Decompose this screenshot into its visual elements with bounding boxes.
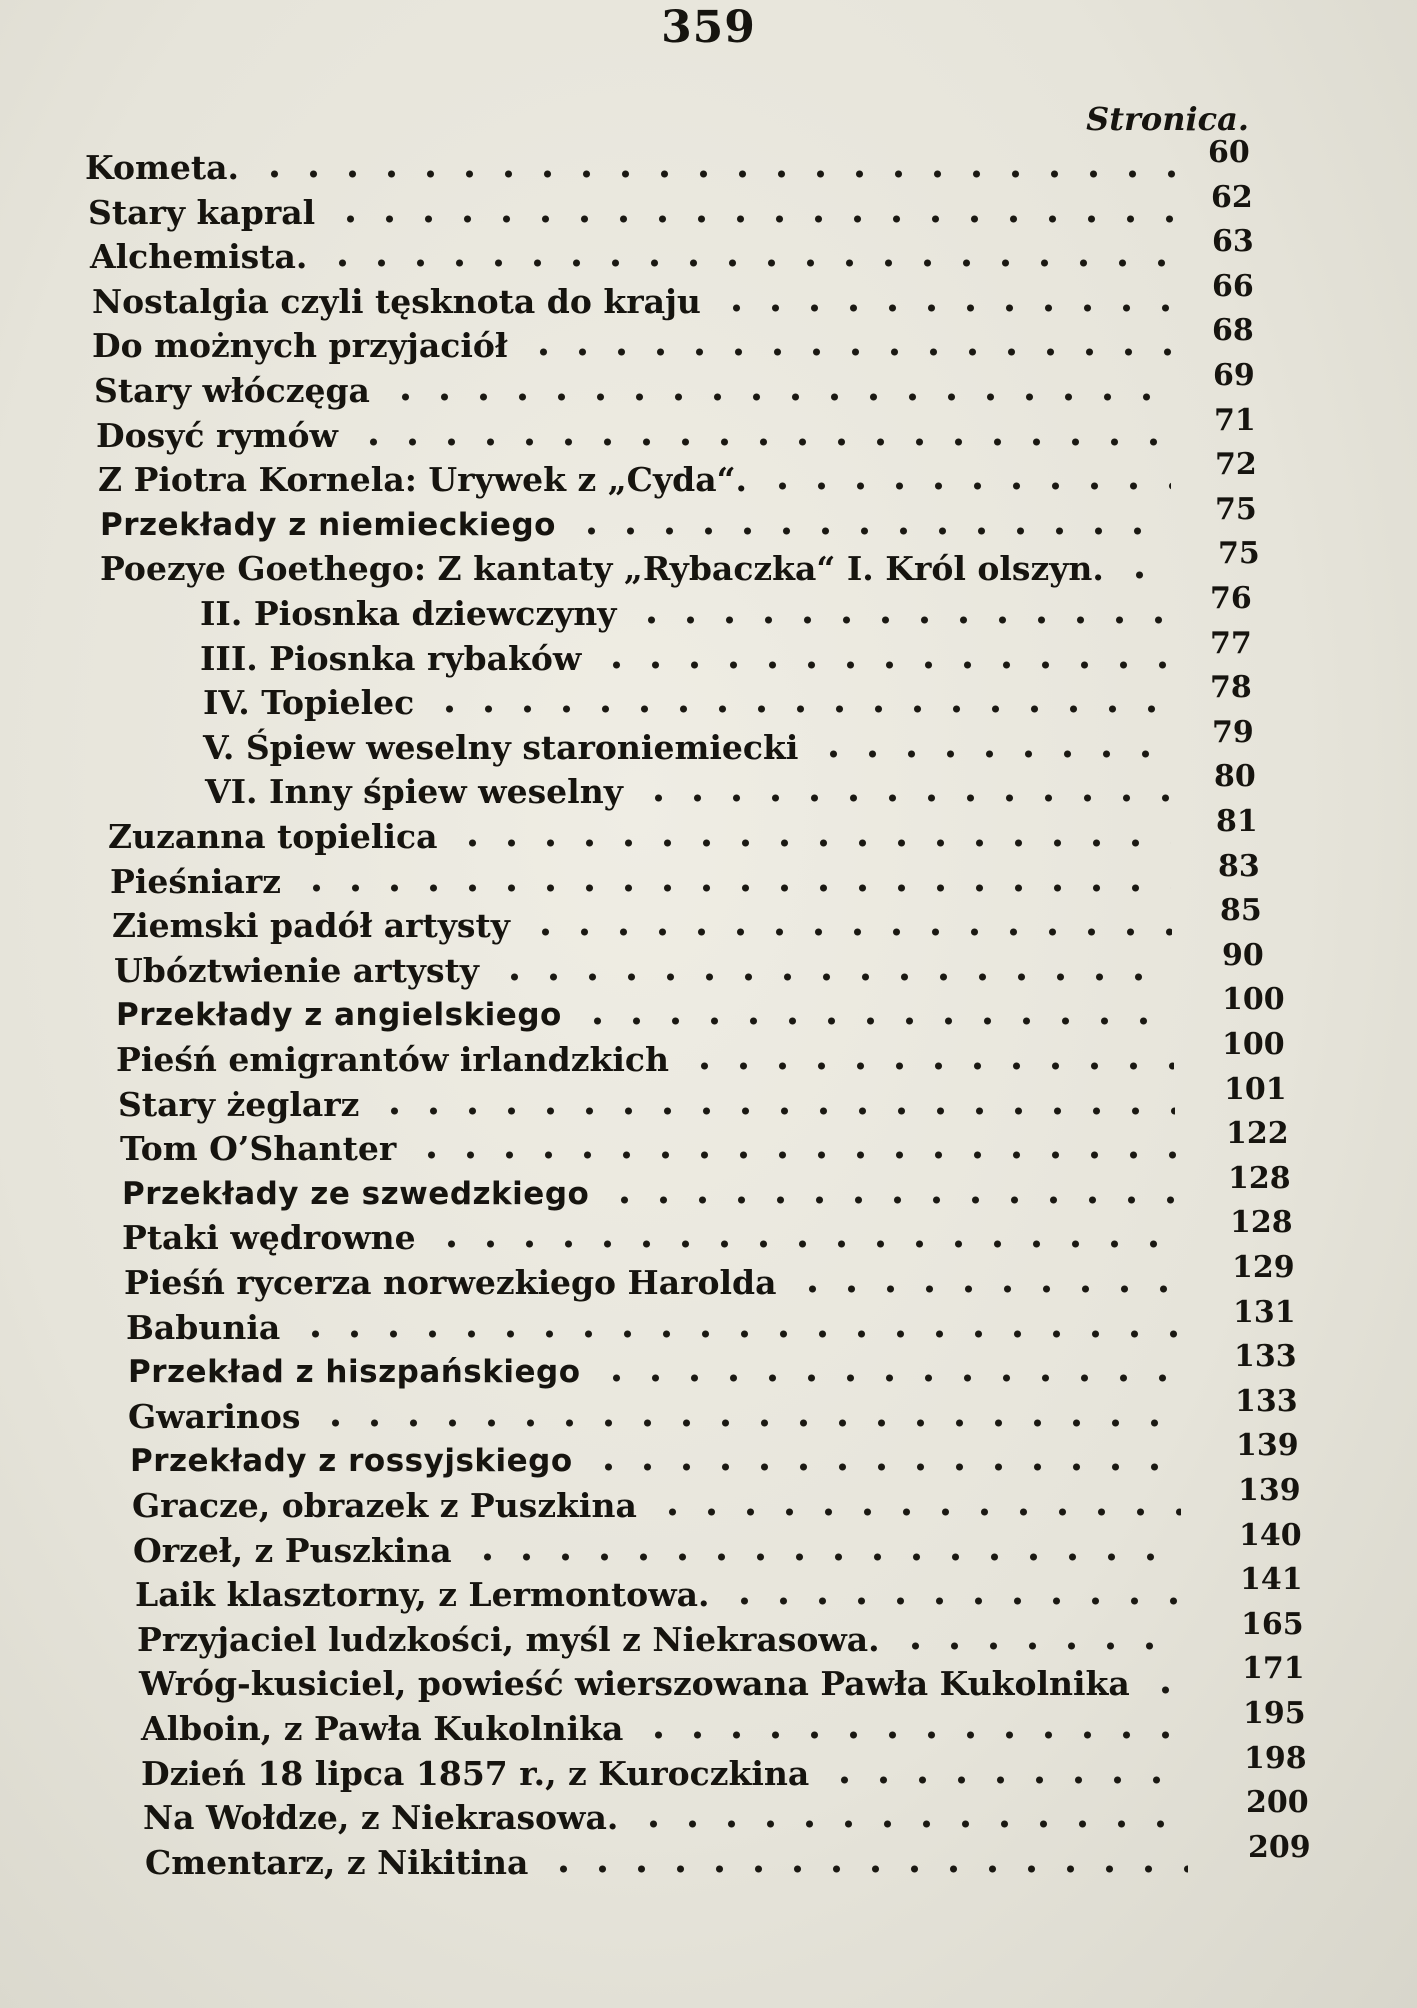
toc-entry-title: Zuzanna topielica bbox=[108, 817, 438, 856]
toc-entry bbox=[116, 1038, 1186, 1082]
toc-page-number: 198 bbox=[1244, 1740, 1307, 1776]
toc-page-number: 78 bbox=[1210, 670, 1252, 706]
dot-leader bbox=[632, 615, 1170, 625]
dot-leader bbox=[316, 1418, 1179, 1428]
toc-entry-title: Na Wołdze, z Niekrasowa. bbox=[143, 1798, 619, 1838]
dot-leader bbox=[526, 927, 1172, 937]
toc-entry-title: Ziemski padół artysty bbox=[112, 906, 510, 946]
dot-leader bbox=[331, 214, 1176, 224]
dot-leader bbox=[639, 1730, 1185, 1740]
toc-entry-title: Przekłady z angielskiego bbox=[116, 997, 562, 1034]
toc-entry-title: Stary kapral bbox=[88, 192, 316, 232]
toc-page-number: 128 bbox=[1230, 1205, 1293, 1241]
toc-page-number: 100 bbox=[1222, 982, 1285, 1018]
toc-entry-title: Dzień 18 lipca 1857 r., z Kuroczkina bbox=[141, 1753, 810, 1793]
toc-entry-title: Pieśniarz bbox=[110, 861, 281, 901]
toc-entry-title: Babunia bbox=[126, 1307, 281, 1347]
toc-section-heading bbox=[122, 1172, 1188, 1216]
toc-entry-title: Pieśń rycerza norwezkiego Harolda bbox=[124, 1263, 777, 1302]
toc-page-number: 200 bbox=[1246, 1785, 1309, 1821]
toc-entry bbox=[90, 235, 1186, 279]
toc-entry bbox=[100, 547, 1130, 591]
dot-leader bbox=[572, 526, 1171, 536]
toc-entry bbox=[96, 414, 1184, 458]
toc-page-number: 75 bbox=[1218, 536, 1260, 572]
dot-leader bbox=[430, 704, 1170, 714]
toc-entry-title: Pieśń emigrantów irlandzkich bbox=[116, 1040, 669, 1079]
toc-entry-title: Przekłady ze szwedzkiego bbox=[122, 1175, 590, 1212]
toc-entry bbox=[203, 726, 1182, 770]
toc-entry bbox=[143, 1796, 1199, 1840]
toc-page-number: 165 bbox=[1241, 1606, 1304, 1642]
toc-entry bbox=[98, 458, 1183, 502]
dot-leader bbox=[412, 1150, 1176, 1160]
toc-entry bbox=[118, 1083, 1187, 1127]
dot-leader bbox=[896, 1641, 1183, 1651]
dot-leader bbox=[354, 437, 1172, 447]
toc-page-number: 75 bbox=[1215, 491, 1257, 527]
dot-leader bbox=[634, 1819, 1187, 1829]
toc-entry-title: Alboin, z Pawła Kukolnika bbox=[141, 1709, 624, 1748]
dot-leader bbox=[589, 1462, 1180, 1472]
toc-entry-title: IV. Topielec bbox=[203, 683, 415, 723]
dot-leader bbox=[544, 1864, 1188, 1874]
toc-entry bbox=[200, 592, 1182, 636]
toc-entry bbox=[108, 815, 1183, 859]
dot-leader bbox=[1146, 1685, 1184, 1695]
dot-leader bbox=[597, 1373, 1179, 1383]
toc-page-number: 63 bbox=[1212, 224, 1254, 260]
toc-entry bbox=[94, 369, 1184, 413]
toc-entry bbox=[88, 191, 1188, 235]
toc-entry bbox=[128, 1395, 1191, 1439]
dot-leader bbox=[323, 258, 1174, 268]
dot-leader bbox=[793, 1284, 1178, 1294]
toc-page-number: 69 bbox=[1213, 358, 1255, 393]
toc-entry bbox=[133, 1529, 1193, 1573]
toc-entry-title: Nostalgia czyli tęsknota do kraju bbox=[92, 281, 701, 321]
toc-entry-title: Stary włóczęga bbox=[94, 371, 370, 410]
dot-leader bbox=[255, 169, 1178, 179]
toc-page-number: 141 bbox=[1240, 1562, 1303, 1598]
toc-entry-title: V. Śpiew weselny staroniemiecki bbox=[203, 727, 799, 767]
toc-entry bbox=[205, 770, 1182, 814]
dot-leader bbox=[432, 1239, 1177, 1249]
dot-leader bbox=[296, 1329, 1178, 1339]
toc-entry-title: Przekład z hiszpańskiego bbox=[128, 1354, 581, 1391]
dot-leader bbox=[825, 1775, 1186, 1785]
toc-page-number: 122 bbox=[1226, 1116, 1289, 1152]
toc-page-number: 83 bbox=[1218, 848, 1260, 884]
toc-entry-title: Z Piotra Kornela: Urywek z „Cyda“. bbox=[98, 460, 748, 500]
toc-entry-title: Ptaki wędrowne bbox=[122, 1218, 416, 1258]
dot-leader bbox=[597, 660, 1170, 670]
toc-page-number: 195 bbox=[1243, 1696, 1306, 1731]
toc-page-number: 66 bbox=[1212, 268, 1254, 304]
toc-page-number: 131 bbox=[1233, 1294, 1296, 1330]
dot-leader bbox=[717, 303, 1173, 313]
toc-page-number: 60 bbox=[1208, 135, 1250, 170]
toc-entry-title: Do możnych przyjaciół bbox=[92, 326, 508, 366]
toc-entry-title: Wróg-kusiciel, powieść wierszowana Pawła Kukolnika bbox=[139, 1664, 1130, 1704]
toc-entry bbox=[126, 1306, 1190, 1350]
toc-entry-title: Laik klasztorny, z Lermontowa. bbox=[135, 1575, 710, 1615]
toc-page-number: 139 bbox=[1238, 1473, 1301, 1508]
toc-entry-title: Przekłady z rossyjskiego bbox=[130, 1443, 573, 1480]
dot-leader bbox=[297, 883, 1171, 893]
dot-leader bbox=[653, 1507, 1181, 1517]
toc-page-number: 139 bbox=[1236, 1428, 1299, 1464]
toc-entry-title: Gracze, obrazek z Puszkina bbox=[132, 1486, 637, 1525]
toc-entry bbox=[120, 1127, 1188, 1171]
dot-leader bbox=[814, 749, 1170, 759]
toc-entry-title: Cmentarz, z Nikitina bbox=[145, 1842, 529, 1882]
toc-page-number: 90 bbox=[1222, 937, 1264, 973]
toc-page-number: 171 bbox=[1242, 1651, 1305, 1687]
toc-page-number: 81 bbox=[1216, 804, 1258, 839]
toc-section-heading bbox=[116, 993, 1186, 1037]
toc-entry-title: Poezye Goethego: Z kantaty „Rybaczka“ I. Król olszyn. bbox=[100, 549, 1104, 589]
dot-leader bbox=[725, 1596, 1182, 1606]
toc-entry bbox=[112, 904, 1184, 948]
toc-page-number: 209 bbox=[1248, 1829, 1311, 1865]
toc-entry-title: Stary żeglarz bbox=[118, 1084, 360, 1124]
toc-entry-title: Dosyć rymów bbox=[96, 415, 338, 455]
toc-page-number: 77 bbox=[1210, 625, 1252, 661]
toc-entry-title: Alchemista. bbox=[90, 237, 308, 277]
toc-entry bbox=[110, 860, 1183, 904]
toc-entry-title: Przekłady z niemieckiego bbox=[100, 506, 556, 543]
toc-entry-title: VI. Inny śpiew weselny bbox=[205, 772, 623, 812]
toc-entry-title: Tom O’Shanter bbox=[120, 1129, 397, 1169]
toc-entry-title: III. Piosnka rybaków bbox=[200, 638, 582, 678]
toc-page-number: 129 bbox=[1232, 1250, 1295, 1285]
toc-page-number: 68 bbox=[1212, 313, 1254, 349]
toc-page-number: 85 bbox=[1220, 893, 1262, 929]
dot-leader bbox=[685, 1061, 1174, 1071]
toc-entry-title: Ubóztwienie artysty bbox=[114, 950, 479, 990]
toc-entry bbox=[114, 949, 1185, 993]
toc-section-heading bbox=[128, 1350, 1191, 1394]
dot-leader bbox=[639, 793, 1170, 803]
toc-section-heading bbox=[130, 1439, 1192, 1483]
dot-leader bbox=[386, 392, 1172, 402]
toc-entry-title: II. Piosnka dziewczyny bbox=[200, 594, 617, 633]
toc-page-number: 133 bbox=[1234, 1339, 1297, 1375]
toc-page-number: 71 bbox=[1214, 402, 1256, 438]
toc-entry bbox=[137, 1618, 1195, 1662]
toc-entry bbox=[141, 1752, 1198, 1796]
toc-page-number: 133 bbox=[1235, 1383, 1298, 1419]
page-column-header: Stronica. bbox=[1086, 100, 1249, 138]
toc-entry bbox=[145, 1841, 1200, 1885]
dot-leader bbox=[495, 972, 1173, 982]
toc-entry bbox=[92, 324, 1185, 368]
toc-entry bbox=[203, 681, 1182, 725]
dot-leader bbox=[763, 481, 1171, 491]
dot-leader bbox=[1120, 570, 1150, 580]
dot-leader bbox=[578, 1016, 1174, 1026]
toc-page-number: 101 bbox=[1224, 1071, 1287, 1107]
toc-page-number: 140 bbox=[1239, 1517, 1302, 1553]
toc-entry-title: Orzeł, z Puszkina bbox=[133, 1530, 452, 1570]
dot-leader bbox=[453, 838, 1171, 848]
toc-page-number: 72 bbox=[1215, 447, 1257, 483]
toc-entry bbox=[135, 1573, 1194, 1617]
dot-leader bbox=[468, 1552, 1181, 1562]
toc-page-number: 62 bbox=[1211, 179, 1253, 215]
toc-page-number: 79 bbox=[1212, 714, 1254, 750]
toc-entry bbox=[139, 1662, 1196, 1706]
toc-entry-title: Przyjaciel ludzkości, myśl z Niekrasowa. bbox=[137, 1619, 880, 1659]
toc-section-heading bbox=[100, 503, 1183, 547]
toc-page-number: 76 bbox=[1210, 581, 1252, 616]
toc-entry-title: Gwarinos bbox=[128, 1396, 301, 1436]
toc-entry bbox=[122, 1216, 1189, 1260]
dot-leader bbox=[605, 1195, 1176, 1205]
toc-entry bbox=[132, 1484, 1193, 1528]
page-number: 359 bbox=[661, 2, 756, 53]
toc-entry bbox=[92, 280, 1185, 324]
toc-entry bbox=[141, 1707, 1197, 1751]
toc-page-number: 128 bbox=[1228, 1160, 1291, 1196]
toc-entry bbox=[124, 1261, 1190, 1305]
toc-page-number: 100 bbox=[1222, 1027, 1285, 1062]
dot-leader bbox=[524, 347, 1173, 357]
toc-entry-title: Kometa. bbox=[85, 148, 239, 187]
toc-entry bbox=[85, 146, 1190, 190]
toc-page-number: 80 bbox=[1214, 759, 1256, 795]
dot-leader bbox=[375, 1106, 1175, 1116]
toc-entry bbox=[200, 637, 1182, 681]
